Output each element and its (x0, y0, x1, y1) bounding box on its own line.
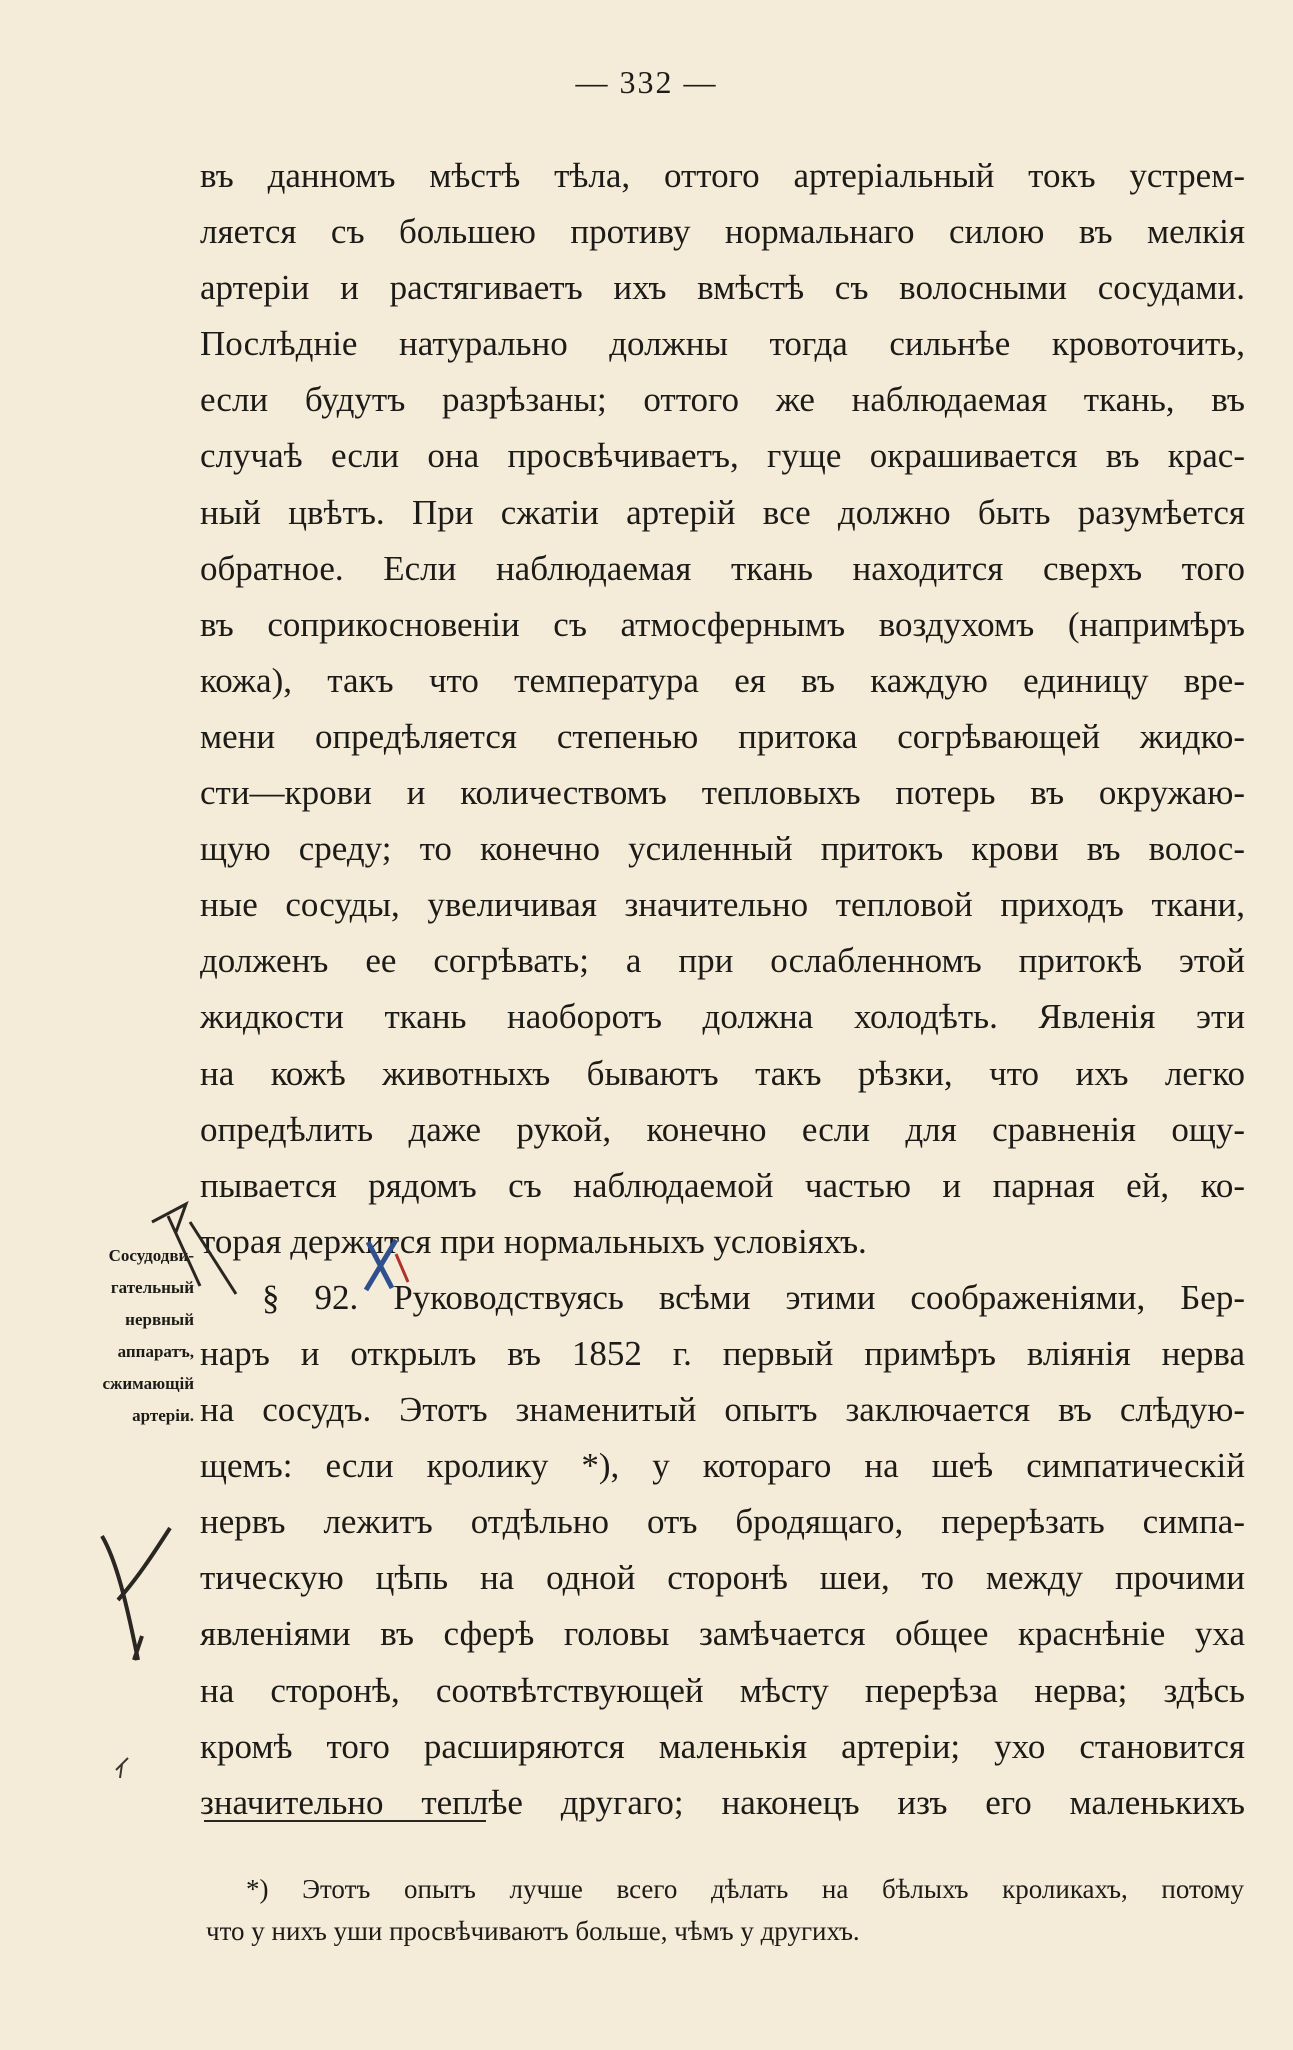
text-line: на сосудъ. Этотъ знаменитый опытъ заключается въ слѣдую- (200, 1390, 1245, 1430)
margin-note-line: артеріи. (132, 1406, 194, 1425)
paragraph-end-line: торая держится при нормальныхъ условіяхъ. (200, 1221, 867, 1261)
text-line: пывается рядомъ съ наблюдаемой частью и парная ей, ко- (200, 1165, 1245, 1205)
section-92-start: § 92. Руководствуясь всѣми этими соображеніями, Бер- (262, 1277, 1245, 1317)
text-line: явленіями въ сферѣ головы замѣчается общее краснѣніе уха (200, 1614, 1245, 1654)
text-line: кромѣ того расширяются маленькія артеріи; ухо становится (200, 1726, 1245, 1766)
text-line: значительно теплѣе другаго; наконецъ изъ его маленькихъ (200, 1782, 1245, 1822)
text-line: ные сосуды, увеличивая значительно тепловой приходъ ткани, (200, 885, 1245, 925)
text-line: въ соприкосновеніи съ атмосфернымъ воздухомъ (напримѣръ (200, 604, 1245, 644)
margin-note-line: гательный (110, 1278, 194, 1297)
footnote-line: *) Этотъ опытъ лучше всего дѣлать на бѣлыхъ кроликахъ, потому (246, 1874, 1244, 1904)
text-line: обратное. Если наблюдаемая ткань находится сверхъ того (200, 548, 1245, 588)
pencil-small-mark (116, 1758, 128, 1778)
text-line: артеріи и растягиваетъ ихъ вмѣстѣ съ волосными сосудами. (200, 268, 1245, 308)
text-line: случаѣ если она просвѣчиваетъ, гуще окрашивается въ крас- (200, 436, 1245, 476)
text-line: опредѣлить даже рукой, конечно если для сравненія ощу- (200, 1109, 1245, 1149)
margin-note-line: Сосудодви- (108, 1246, 194, 1265)
margin-note-line: сжимающій (102, 1374, 194, 1393)
text-line: долженъ ее согрѣвать; а при ослабленномъ притокѣ этой (200, 941, 1245, 981)
page-number: — 332 — (575, 64, 718, 100)
text-line: щую среду; то конечно усиленный притокъ крови въ волос- (200, 829, 1245, 869)
footnote-rule (204, 1820, 486, 1822)
text-line: ляется съ большею противу нормальнаго силою въ мелкія (200, 212, 1245, 252)
text-line: мени опредѣляется степенью притока согрѣвающей жидко- (200, 716, 1245, 756)
text-line: тическую цѣпь на одной сторонѣ шеи, то между прочими (200, 1558, 1245, 1598)
text-line: на сторонѣ, соотвѣтствующей мѣсту перерѣза нерва; здѣсь (200, 1670, 1245, 1710)
text-line: наръ и открылъ въ 1852 г. первый примѣръ вліянія нерва (200, 1333, 1245, 1373)
body-text (200, 148, 1245, 1831)
margin-note-line: нервный (125, 1310, 194, 1329)
text-line: сти—крови и количествомъ тепловыхъ потерь въ окружаю- (200, 773, 1245, 813)
footnote-line: что у нихъ уши просвѣчиваютъ больше, чѣмъ у другихъ. (206, 1916, 860, 1946)
text-line: щемъ: если кролику *), у котораго на шеѣ симпатическій (200, 1446, 1245, 1486)
text-line: на кожѣ животныхъ бываютъ такъ рѣзки, что ихъ легко (200, 1053, 1245, 1093)
text-line: ный цвѣтъ. При сжатіи артерій все должно быть разумѣется (200, 492, 1245, 532)
margin-note-line: аппаратъ, (117, 1342, 194, 1361)
footnote (206, 1868, 1244, 1952)
pencil-cross-mark (102, 1528, 170, 1660)
text-line: въ данномъ мѣстѣ тѣла, оттого артеріальный токъ устрем- (200, 156, 1245, 195)
text-line: жидкости ткань наоборотъ должна холодѣть. Явленія эти (200, 997, 1245, 1037)
text-line: если будутъ разрѣзаны; оттого же наблюдаемая ткань, въ (200, 380, 1245, 420)
margin-note (48, 1240, 194, 1432)
text-line: кожа), такъ что температура ея въ каждую единицу вре- (200, 660, 1245, 700)
text-line: нервъ лежитъ отдѣльно отъ бродящаго, перерѣзать симпа- (200, 1502, 1245, 1542)
text-line: Послѣдніе натурально должны тогда сильнѣе кровоточить, (200, 324, 1245, 364)
